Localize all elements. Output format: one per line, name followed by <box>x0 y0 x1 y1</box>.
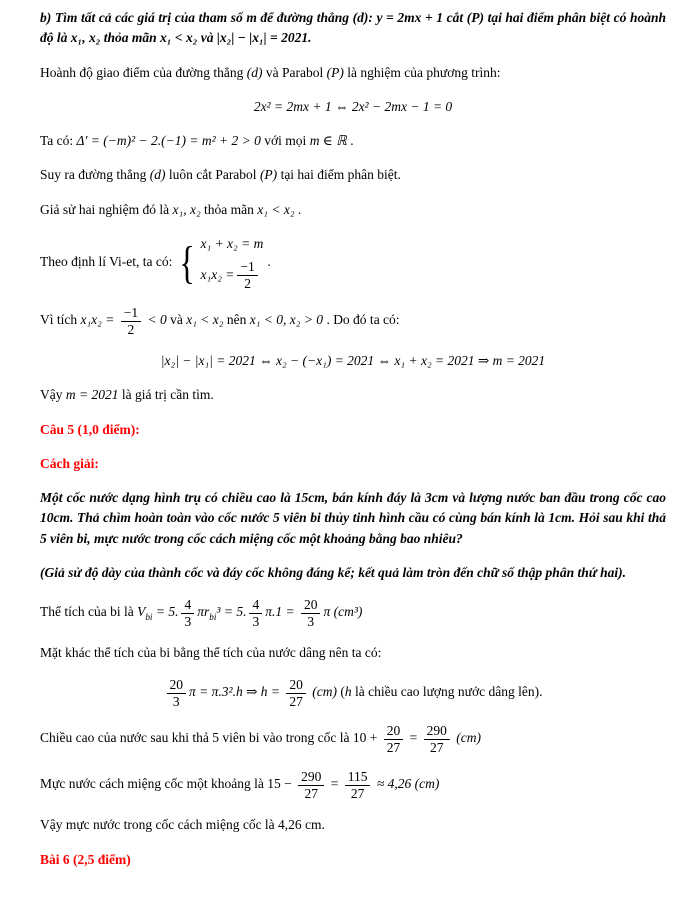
math-run-d: (d) <box>246 64 263 80</box>
heading-cau-5: Câu 5 (1,0 điểm): <box>40 421 140 437</box>
math-run-eq5: = 5. <box>152 604 179 620</box>
math-run-result: π (cm³) <box>323 604 363 620</box>
math-run-lt-zero: < 0 <box>144 312 167 328</box>
fraction <box>345 769 371 801</box>
math-run-x1x2: x₁, x₂ <box>172 201 201 217</box>
fraction-denominator: 3 <box>252 613 260 629</box>
text-run: . <box>294 201 302 217</box>
fraction-numerator: 20 <box>384 723 404 740</box>
subscript-bi: bi <box>145 611 153 622</box>
math-run-p: (P) <box>326 64 344 80</box>
text-run: Giả sử hai nghiệm đó là <box>40 201 173 217</box>
text-run: với mọi <box>260 133 310 148</box>
math-run-d: (d) <box>149 167 166 183</box>
fraction <box>301 597 321 629</box>
text-run: nên <box>223 312 250 328</box>
math-run-m-value: m = 2021 <box>65 387 119 403</box>
para-volume-equal: Mặt khác thể tích của bi bằng thể tích của nước dâng nên ta có: <box>40 645 382 661</box>
fraction-numerator: 4 <box>249 597 262 614</box>
text-run: Vì tích <box>40 312 81 328</box>
text-run: Ta có: <box>40 133 77 148</box>
math-run-10plus: 10 + <box>352 730 381 746</box>
math-run-h: h <box>344 684 352 700</box>
math-run-approx: ≈ 4,26 (cm) <box>373 776 440 792</box>
math-run-cm: (cm) <box>452 730 481 746</box>
system-row-product <box>201 259 264 291</box>
para-delta <box>40 131 666 151</box>
fraction-denominator: 27 <box>386 739 401 755</box>
fraction <box>249 597 262 629</box>
equation-abs-values: |x₂| − |x₁| = 2021 ⇔ x₂ − (−x₁) = 2021 ⇔ x₁ + x₂ = 2021 ⇒ m = 2021 <box>160 353 546 369</box>
fraction-numerator: 290 <box>298 769 324 786</box>
math-run-product: x₁x₂ = <box>80 312 118 328</box>
para-problem-statement: Một cốc nước dạng hình trụ có chiều cao là 15cm, bán kính đáy là 3cm và lượng nước ban đầu trong cốc cao 10cm. Thả chìm hoàn toàn vào cốc nước 5 viên bi thủy tinh hình cầu có cùng bán kính là 1cm. Hỏi sau khi thả 5 viên bi, mực nước trong cốc cách miệng cốc một khoảng bằng bao nhiêu? <box>40 490 666 546</box>
text-run: tại hai điểm phân biệt. <box>277 167 401 183</box>
fraction-denominator: 27 <box>350 785 365 801</box>
math-run-pi1: π.1 = <box>265 604 298 620</box>
fraction-numerator: 20 <box>286 677 306 694</box>
fraction-denominator: 27 <box>289 693 303 709</box>
math-run-m-in-r: m ∈ ℝ <box>309 133 347 148</box>
math-run-15minus: 15 − <box>267 776 296 792</box>
fraction <box>298 769 324 801</box>
text-run: Vậy <box>40 387 66 403</box>
fraction <box>181 597 194 629</box>
text-run: Hoành độ giao điểm của đường thẳng <box>40 64 247 80</box>
fraction-denominator: 27 <box>430 739 444 755</box>
math-run-pir: πr <box>197 604 210 620</box>
math-run-p: (P) <box>259 167 278 183</box>
heading-bai-6: Bài 6 (2,5 điểm) <box>40 851 131 867</box>
text-run: Theo định lí Vi-et, ta có: <box>40 254 173 270</box>
para-volume-marbles <box>40 597 666 629</box>
heading-part-b: b) Tìm tất cả các giá trị của tham số m để đường thẳng (d): y = 2mx + 1 cắt (P) tại hai điểm phân biệt có hoành độ là x₁, x₂ thỏa mãn x₁ < x₂ và |x₂| − |x₁| = 2021. <box>40 10 666 46</box>
fraction-denominator: 3 <box>172 693 180 709</box>
para-distance-to-rim <box>40 769 666 801</box>
fraction-denominator: 2 <box>244 275 251 291</box>
fraction <box>384 723 404 755</box>
text-run: Suy ra đường thẳng <box>40 167 150 183</box>
equation-system <box>176 234 263 291</box>
equation-water-rise <box>40 677 666 709</box>
text-run: thỏa mãn <box>200 201 258 217</box>
fraction <box>286 677 306 709</box>
para-assumption-note: (Giả sử độ dày của thành cốc và đáy cốc không đáng kể; kết quả làm tròn đến chữ số thập phân thứ hai). <box>40 564 627 580</box>
text-run: và Parabol <box>262 64 327 80</box>
fraction-denominator: 3 <box>184 613 192 629</box>
text-run: Mực nước cách miệng cốc một khoảng là <box>40 776 268 792</box>
math-run-order: x₁ < x₂ <box>257 201 295 217</box>
fraction <box>121 305 141 337</box>
fraction-denominator: 3 <box>307 613 315 629</box>
math-run-cubed: ³ = 5. <box>216 604 247 620</box>
fraction <box>424 723 450 755</box>
text-run: là giá trị cần tìm. <box>118 387 214 403</box>
fraction-numerator: 290 <box>424 723 450 740</box>
math-run-cm: (cm) <box>308 684 341 700</box>
heading-cach-giai: Cách giải: <box>40 455 99 471</box>
fraction <box>237 259 257 291</box>
system-rows <box>199 234 264 291</box>
para-product-negative <box>40 305 666 337</box>
math-run-delta: Δ′ = (−m)² − 2.(−1) = m² + 2 > 0 <box>76 133 261 148</box>
math-run-equals: = <box>327 776 342 792</box>
math-run-product: x₁x₂ = <box>200 266 235 282</box>
fraction-numerator: 4 <box>181 597 194 614</box>
left-brace: { <box>179 236 196 288</box>
para-conclusion-water: Vậy mực nước trong cốc cách miệng cốc là 4,26 cm. <box>40 817 325 833</box>
fraction-numerator: −1 <box>121 305 141 322</box>
text-run: Thể tích của bi là <box>40 604 138 620</box>
math-run-signs: x₁ < 0, x₂ > 0 <box>249 312 324 328</box>
text-run: . Do đó ta có: <box>323 312 400 328</box>
equation-quadratic: 2x² = 2mx + 1 ⇔ 2x² − 2mx − 1 = 0 <box>253 98 453 114</box>
subscript-bi: bi <box>209 611 217 622</box>
para-intersection-intro <box>40 63 666 83</box>
para-water-height <box>40 723 666 755</box>
text-run: Chiều cao của nước sau khi thả 5 viên bi vào trong cốc là <box>40 730 353 746</box>
text-run: là chiều cao lượng nước dâng lên). <box>351 684 543 700</box>
text-run: . <box>346 133 354 148</box>
para-conclusion-m <box>40 385 666 405</box>
text-run: và <box>166 312 187 328</box>
fraction-numerator: −1 <box>237 259 257 276</box>
fraction-numerator: 20 <box>301 597 321 614</box>
fraction-numerator: 115 <box>345 769 371 786</box>
text-run: là nghiệm của phương trình: <box>343 64 501 80</box>
text-run: ( <box>340 684 345 700</box>
fraction-denominator: 2 <box>127 321 135 337</box>
text-run: . <box>267 254 271 270</box>
para-always-cuts <box>40 165 666 185</box>
para-viet-system <box>40 234 666 291</box>
math-run-equals: = <box>406 730 421 746</box>
math-run-v: V <box>137 604 146 620</box>
fraction-numerator: 20 <box>167 677 187 694</box>
para-assume-roots <box>40 200 666 220</box>
text-run: luôn cắt Parabol <box>165 167 260 183</box>
math-run-height: π = π.3².h ⇒ h = <box>189 684 284 700</box>
fraction-denominator: 27 <box>304 785 318 801</box>
fraction <box>167 677 187 709</box>
math-run-order: x₁ < x₂ <box>186 312 224 328</box>
system-row-sum: x₁ + x₂ = m <box>200 235 264 251</box>
